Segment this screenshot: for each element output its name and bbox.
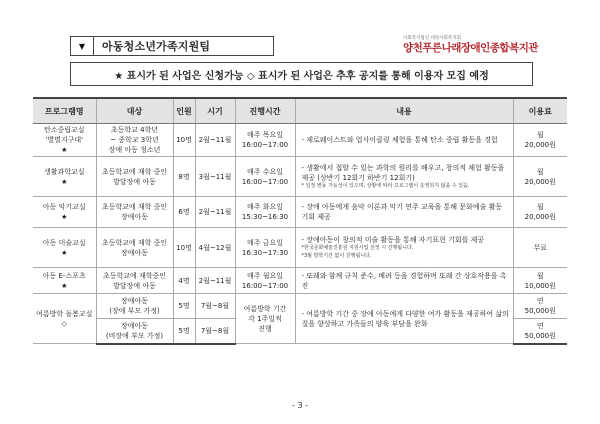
column-header-period: 시기 [195, 98, 235, 124]
cell-line: ★ [61, 281, 68, 290]
cell-people: 6명 [173, 197, 195, 228]
cell-line: 발달장애 아동 [113, 281, 156, 290]
cell-line: ◇ [61, 319, 67, 328]
cell-line: 진행 [258, 324, 272, 333]
team-title-box [70, 36, 274, 56]
cell-time [235, 294, 295, 344]
cell-line: ★ [61, 248, 68, 257]
cell-fee [513, 319, 567, 344]
cell-line: 무료 [533, 243, 548, 252]
cell-content [295, 157, 513, 197]
column-header-target: 대상 [96, 98, 173, 124]
cell-period: 2월~11월 [195, 124, 235, 157]
cell-line: - 장애 아동에게 음악 이론과 악기 연주 교육을 통해 문화예술 활동 [301, 203, 503, 212]
cell-line: 50,000원 [524, 307, 556, 316]
table-row [33, 294, 567, 319]
cell-line: 질을 향상하고 가족들의 양육 부담을 완화 [301, 319, 428, 328]
cell-line: 연 [536, 322, 544, 331]
table-row [33, 157, 567, 197]
cell-line: 16:00~17:00 [241, 141, 289, 150]
cell-program [33, 157, 96, 197]
cell-time [235, 268, 295, 294]
cell-line: '별별지구대' [45, 136, 84, 145]
cell-line: (장애 부모 가정) [109, 307, 160, 316]
cell-line: 탄소중립교실 [43, 126, 85, 134]
team-title: 아동청소년가족지원팀 [102, 40, 211, 53]
cell-line: 여름방학 기간 [243, 304, 287, 313]
cell-target [96, 197, 173, 228]
cell-line: 아동 미술교실 [42, 238, 86, 247]
cell-line: 아동 악기교실 [42, 203, 86, 212]
cell-line: 월 [536, 167, 544, 176]
cell-period: 7월~8월 [195, 294, 235, 319]
cell-program [33, 268, 96, 294]
cell-fee [513, 228, 567, 268]
cell-time [235, 197, 295, 228]
cell-line: 장애아동 [120, 322, 149, 331]
organization-logo [399, 32, 539, 58]
dropdown-triangle-icon: ▼ [71, 37, 94, 55]
cell-line: - 제로웨이스트와 업사이클링 체험을 통해 탄소 중립 활동을 경험 [301, 136, 498, 145]
cell-line: 여름방학 돌봄교실 [36, 309, 93, 318]
cell-content [295, 197, 513, 228]
cell-content [295, 124, 513, 157]
cell-line: ~ 중학교 3학년 [110, 136, 159, 145]
cell-line: ★ [61, 213, 68, 222]
cell-program [33, 124, 96, 157]
cell-line: 매주 금요일 [246, 238, 284, 247]
cell-line: ★ [61, 177, 68, 186]
cell-line: 15:30~16:30 [241, 213, 289, 222]
cell-line: 초등학교 4학년 [110, 126, 159, 134]
cell-line: *한국문화예술진흥원 지원사업 선정 시 진행됩니다. [301, 245, 414, 252]
cell-program [33, 228, 96, 268]
logo-subtitle: 사회복지법인 대한사회복지회 [403, 35, 461, 41]
cell-line: ★ [61, 146, 68, 155]
cell-target [96, 157, 173, 197]
cell-time [235, 157, 295, 197]
cell-line: 장애아동 [120, 248, 149, 257]
column-header-people: 인원 [173, 98, 195, 124]
cell-line: 20,000원 [524, 213, 556, 222]
logo-name: 양천푸른나래장애인종합복지관 [403, 42, 539, 54]
cell-line: 16:00~17:00 [241, 281, 289, 290]
cell-line: 월 [536, 271, 544, 280]
cell-line: 초등학교에 재학 중인 [101, 203, 168, 212]
cell-target [96, 228, 173, 268]
cell-line: 초등학교에 재학 중인 [101, 167, 168, 176]
cell-content [295, 294, 513, 344]
cell-people: 10명 [173, 124, 195, 157]
cell-fee [513, 268, 567, 294]
cell-period: 4월~12월 [195, 228, 235, 268]
cell-line: 매주 목요일 [246, 131, 284, 140]
cell-program [33, 197, 96, 228]
cell-people: 5명 [173, 319, 195, 344]
cell-line: 기회 제공 [301, 213, 331, 222]
table-row [33, 228, 567, 268]
cell-line: 50,000원 [524, 332, 556, 341]
column-header-fee: 이용료 [513, 98, 567, 124]
cell-line: 월 [536, 203, 544, 212]
cell-content [295, 228, 513, 268]
cell-line: 연 [536, 297, 544, 306]
cell-period: 2월~11월 [195, 268, 235, 294]
cell-line: 제공 (상반기 12회기 하반기 12회기) [301, 174, 415, 183]
cell-line: 매주 수요일 [246, 167, 284, 176]
cell-line: 초등학교에 재학 중인 [101, 238, 168, 247]
cell-people: 4명 [173, 268, 195, 294]
cell-period: 2월~11월 [195, 197, 235, 228]
cell-line: 16:00~17:00 [241, 177, 289, 186]
cell-line: - 여름방학 기간 중 장애 아동에게 다양한 여가 활동을 제공하여 삶의 [301, 309, 509, 318]
column-header-content: 내용 [295, 98, 513, 124]
table-row [33, 268, 567, 294]
cell-fee [513, 157, 567, 197]
program-table [33, 97, 567, 345]
cell-line: 아동 E-스포츠 [42, 271, 86, 280]
cell-line: 월 [536, 131, 544, 140]
cell-content [295, 268, 513, 294]
cell-line: 각 1주일씩 [248, 314, 282, 323]
table-row [33, 197, 567, 228]
cell-period: 3월~11월 [195, 157, 235, 197]
cell-line: 장애아동 [120, 297, 149, 306]
cell-fee [513, 294, 567, 319]
page-number: - 3 - [292, 401, 308, 410]
cell-time [235, 124, 295, 157]
table-header-row [33, 98, 567, 124]
cell-line: * 일정 변동 가능성이 있으며, 상황에 따라 프로그램이 운영되지 않을 수 있음. [301, 183, 470, 190]
cell-line: 매주 화요일 [246, 203, 284, 212]
cell-target [96, 124, 173, 157]
cell-line: 20,000원 [524, 141, 556, 150]
cell-line: 16:30~17:30 [241, 248, 289, 257]
cell-time [235, 228, 295, 268]
cell-people: 8명 [173, 157, 195, 197]
column-header-program: 프로그램명 [33, 98, 96, 124]
cell-target [96, 268, 173, 294]
cell-people: 10명 [173, 228, 195, 268]
cell-people: 5명 [173, 294, 195, 319]
column-header-time: 진행시간 [235, 98, 295, 124]
cell-line: 매주 월요일 [246, 271, 284, 280]
cell-line: 장애아동 [120, 213, 149, 222]
cell-line: 발달장애 아동 [113, 177, 156, 186]
cell-line: 장애 아동 청소년 [108, 146, 161, 155]
cell-line: - 생활에서 접할 수 있는 과학의 원리를 배우고, 창의적 체험 활동을 [301, 164, 505, 173]
cell-fee [513, 124, 567, 157]
cell-program [33, 294, 96, 344]
notice-banner: ★ 표시가 된 사업은 신청가능 ◇ 표시가 된 사업은 추후 공지를 통해 이용자 모집 예정 [70, 62, 533, 86]
cell-line: - 또래와 함께 규칙 준수, 배려 등을 경험하며 또래 간 상호작용을 촉진 [301, 271, 507, 290]
cell-line: 초등학교에 재학중인 [102, 271, 167, 280]
cell-line: *3월 방학기간 없이 진행됩니다. [301, 252, 372, 259]
cell-target [96, 294, 173, 319]
cell-line: (비장애 부모 가정) [105, 332, 164, 341]
cell-line: - 장애아동이 창의적 미술 활동을 통해 자기표현 기회를 제공 [301, 236, 485, 245]
cell-line: 생활과학교실 [43, 167, 85, 176]
cell-line: 20,000원 [524, 177, 556, 186]
cell-period: 7월~8월 [195, 319, 235, 344]
table-row [33, 124, 567, 157]
cell-line: 10,000원 [524, 281, 556, 290]
cell-target [96, 319, 173, 344]
cell-fee [513, 197, 567, 228]
